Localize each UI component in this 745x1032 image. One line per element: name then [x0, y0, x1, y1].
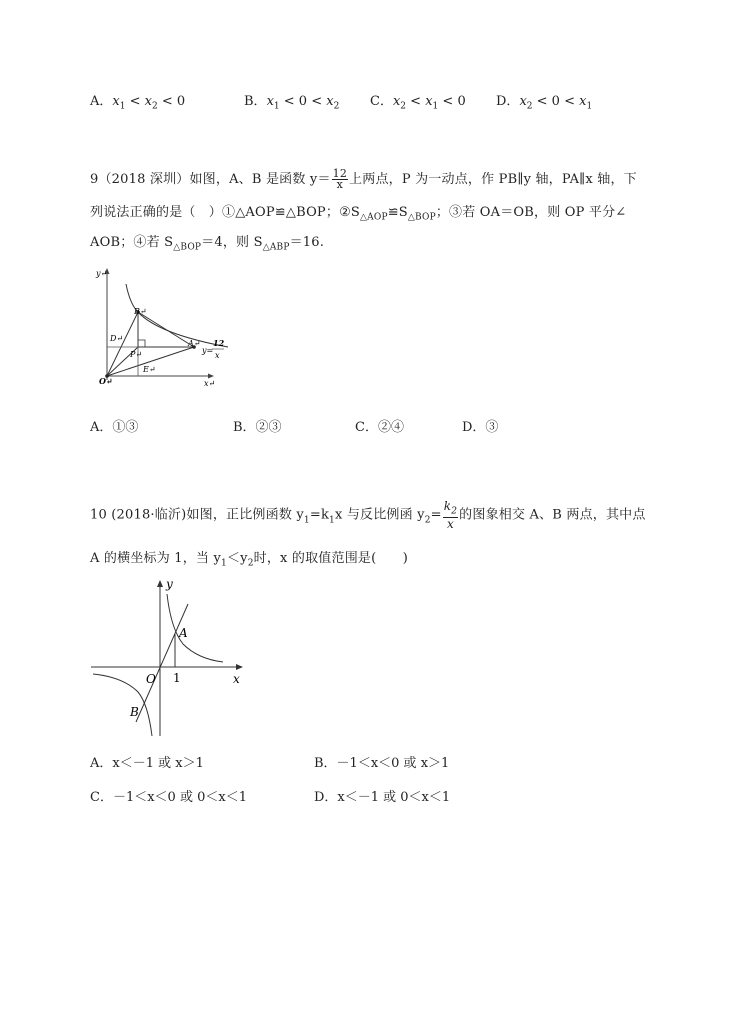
q10-option-a: A．x＜－1 或 x＞1: [90, 756, 204, 771]
q9-x-arrow: [208, 374, 214, 379]
q10-option-d: D．x＜－1 或 0＜x＜1: [314, 790, 451, 805]
q9-curve-label-den: x: [215, 351, 220, 360]
q10-figure: [88, 574, 258, 740]
q10-y-label: y: [166, 577, 173, 591]
q10-x-label: x: [233, 672, 240, 686]
q9-curve-label-num: 12: [213, 338, 225, 348]
q9-curve-label-y: y=: [202, 346, 214, 355]
q10-one-label: 1: [173, 671, 181, 685]
q9-segment-ba: [138, 312, 194, 347]
q9-figure: [88, 262, 248, 392]
q9-line-1: 9（2018 深圳）如图，A、B 是函数 y＝ $\frac{12}{x}$ 上两点，P 为一动点，作 PB∥y 轴，PA∥x 轴，下: [90, 167, 637, 191]
q10-option-b: B．－1＜x＜0 或 x＞1: [314, 756, 450, 771]
q9-option-d: D．③: [462, 420, 499, 435]
q9-line-2: 列说法正确的是（ ）①△AOP≌△BOP；$②S_{\triangle AOP}≌S_{\triangle BOP}$；③若 OA＝OB，则 OP 平分∠: [90, 205, 627, 223]
q8-option-b: B．$x_1 < 0 < x_2$: [244, 94, 340, 112]
q9-right-angle-mark: [138, 340, 145, 347]
q9-x-label: x↵: [204, 379, 216, 388]
q9-option-a: A．①③: [90, 420, 139, 435]
q9-segment-ob: [107, 312, 138, 376]
q10-line-1: 10 (2018·临沂)如图，正比例函数 $y_1=k_1x$ 与反比例函 $y_2=$ $\frac{k_2}{x}$ 的图象相交 A、B 两点，其中点: [90, 499, 646, 532]
q9-e-label: E↵: [143, 365, 156, 374]
q10-line-2: A 的横坐标为 1，当 $y_1<y_2$时，x 的取值范围是( ): [90, 551, 409, 569]
q10-x-arrow: [236, 664, 243, 670]
q9-d-label: D↵: [110, 334, 124, 343]
q9-a-label: A↵: [188, 339, 201, 348]
q10-o-label: O: [146, 672, 156, 686]
q10-option-c: C．－1＜x＜0 或 0＜x＜1: [90, 790, 247, 805]
q9-b-label: B↵: [134, 307, 147, 316]
q8-option-a: A．$x_1 < x_2 < 0$: [90, 94, 186, 112]
q9-option-b: B．②③: [233, 420, 282, 435]
q9-y-label: y↵: [96, 269, 108, 278]
q8-option-c: C．$x_2 < x_1 < 0$: [370, 94, 466, 112]
q9-line-3: AOB；④若 $S_{\triangle BOP}=4$，则 $S_{\triangle ABP}=16$.: [90, 235, 325, 253]
q8-option-d: D．$x_2 < 0 < x_1$: [496, 94, 593, 112]
q10-proportional-line: [136, 604, 188, 722]
q10-b-label: B: [130, 705, 139, 719]
q10-a-label: A: [179, 626, 188, 640]
q10-y-arrow: [157, 580, 163, 587]
q9-option-c: C．②④: [355, 420, 404, 435]
q9-p-label: P↵: [130, 350, 143, 359]
q9-o-label: O↵: [99, 376, 113, 386]
